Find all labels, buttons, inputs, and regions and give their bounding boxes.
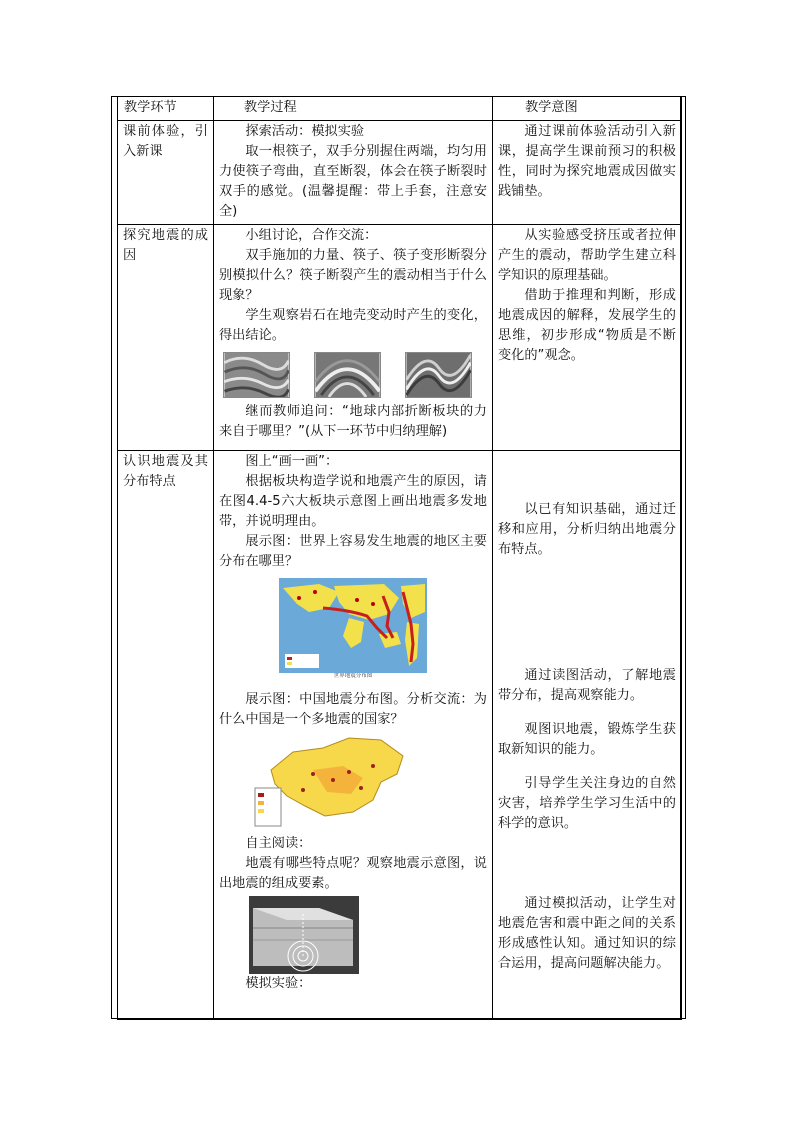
stage-cell [118,121,214,225]
rock-fold-image-2 [314,352,381,398]
table-row [118,121,682,225]
process-text: 继而教师追问：“地球内部折断板块的力来自于哪里？”(从下一环节中归纳理解) [219,404,487,439]
table-row [118,225,682,451]
process-text: 根据板块构造学说和地震产生的原因，请在图4.4-5六大板块示意图上画出地震多发地带，并说明理由。 [219,474,487,529]
process-text: 取一根筷子，双手分别握住两端，均匀用力使筷子弯曲，直至断裂，体会在筷子断裂时双手的感觉。(温馨提醒：带上手套，注意安全) [219,144,487,219]
world-earthquake-map [279,578,427,673]
intent-cell [493,121,682,225]
stage-text: 课前体验，引入新课 [123,124,208,159]
process-text: 学生观察岩石在地壳变动时产生的变化，得出结论。 [219,308,487,343]
header-process: 教学过程 [214,97,493,121]
intent-cell [493,225,682,451]
process-cell [214,121,493,225]
process-text: 图上“画一画”： [245,454,339,469]
process-cell [214,451,493,1020]
world-map-caption: 世界地震分布图 [333,673,373,679]
intent-text: 通过课前体验活动引入新课，提高学生课前预习的积极性，同时为探究地震成因做实践铺垫。 [498,124,676,199]
stage-text: 认识地震及其分布特点 [123,454,208,489]
intent-cell [493,451,682,1020]
stage-text: 探究地震的成因 [123,228,208,263]
header-intent: 教学意图 [493,97,682,121]
stage-cell [118,451,214,1020]
table-row [118,451,682,1020]
intent-text: 观图识地震，锻炼学生获取新知识的能力。 [498,722,676,757]
rock-fold-image-3 [405,352,472,398]
intent-text: 以已有知识基础，通过迁移和应用，分析归纳出地震分布特点。 [498,502,676,557]
rock-fold-image-1 [223,352,290,398]
intent-text: 从实验感受挤压或者拉伸产生的震动，帮助学生建立科学知识的原理基础。 [498,228,676,283]
intent-text: 引导学生关注身边的自然灾害，培养学生学习生活中的科学的意识。 [498,776,676,831]
header-stage: 教学环节 [118,97,214,121]
rock-images [223,352,487,398]
stage-cell [118,225,214,451]
intent-text: 通过读图活动，了解地震带分布，提高观察能力。 [498,668,676,703]
intent-text: 借助于推理和判断，形成地震成因的解释，发展学生的思维，初步形成“物质是不断变化的”观念。 [498,288,676,363]
earthquake-diagram [249,896,359,974]
process-text: 模拟实验： [245,976,312,991]
process-text: 探索活动：模拟实验 [245,124,365,139]
process-text: 小组讨论，合作交流： [245,228,378,243]
china-earthquake-map [253,730,428,830]
process-cell [214,225,493,451]
process-text: 展示图：中国地震分布图。分析交流：为什么中国是一个多地震的国家？ [219,692,487,727]
process-text: 自主阅读： [245,836,312,851]
intent-text: 通过模拟活动，让学生对地震危害和震中距之间的关系形成感性认知。通过知识的综合运用，提高问题解决能力。 [498,896,676,971]
lesson-plan-table [117,96,682,1020]
process-text: 双手施加的力量、筷子、筷子变形断裂分别模拟什么？筷子断裂产生的震动相当于什么现象？ [219,248,487,303]
process-text: 展示图：世界上容易发生地震的地区主要分布在哪里？ [219,534,487,569]
process-text: 地震有哪些特点呢？观察地震示意图，说出地震的组成要素。 [219,856,487,891]
table-header-row [118,97,682,121]
